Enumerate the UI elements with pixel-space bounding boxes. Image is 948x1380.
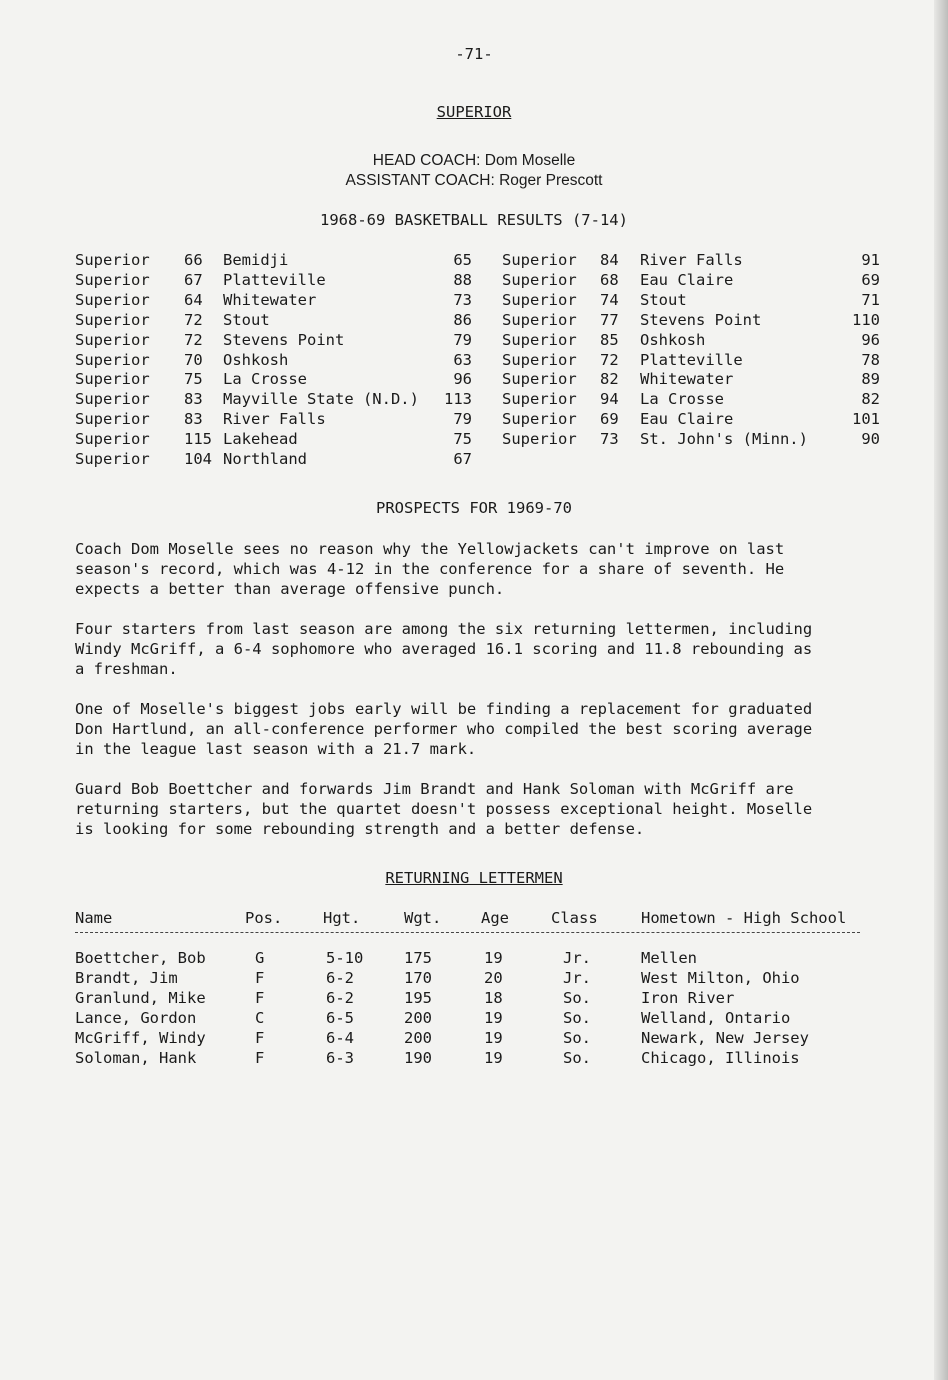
title-wrap (0, 102, 948, 122)
results-heading: 1968-69 BASKETBALL RESULTS (7-14) (320, 211, 628, 229)
result-team: Superior (75, 450, 150, 468)
result-opponent: Stout (223, 311, 270, 329)
result-team: Superior (502, 351, 577, 369)
result-opponent: River Falls (223, 410, 326, 428)
roster-pos: F (255, 969, 265, 987)
result-opp-score: 96 (861, 331, 880, 349)
result-team: Superior (75, 291, 150, 309)
result-opponent: Eau Claire (640, 271, 734, 289)
roster-wgt: 195 (404, 989, 432, 1007)
result-score: 94 (600, 390, 619, 408)
result-opp-score: 88 (453, 271, 472, 289)
roster-name: McGriff, Windy (75, 1029, 206, 1047)
result-team: Superior (75, 251, 150, 269)
assistant-coach: ASSISTANT COACH: Roger Prescott (345, 172, 603, 189)
result-team: Superior (75, 410, 150, 428)
roster-age: 19 (484, 949, 503, 967)
header-hgt: Hgt. (323, 909, 361, 927)
roster-hometown: West Milton, Ohio (641, 969, 800, 987)
page-number: -71- (455, 45, 493, 63)
result-team: Superior (75, 370, 150, 388)
result-team: Superior (75, 390, 150, 408)
result-opp-score: 71 (861, 291, 880, 309)
roster-class: So. (563, 1029, 591, 1047)
result-team: Superior (75, 311, 150, 329)
roster-age: 19 (484, 1049, 503, 1067)
result-opponent: La Crosse (223, 370, 307, 388)
roster-class: Jr. (563, 949, 591, 967)
result-score: 64 (184, 291, 203, 309)
roster-hgt: 5-10 (326, 949, 364, 967)
result-opponent: Whitewater (223, 291, 317, 309)
result-team: Superior (502, 430, 577, 448)
result-opponent: River Falls (640, 251, 743, 269)
result-score: 85 (600, 331, 619, 349)
roster-class: So. (563, 1049, 591, 1067)
result-team: Superior (75, 351, 150, 369)
result-opponent: Platteville (223, 271, 326, 289)
result-opp-score: 113 (444, 390, 472, 408)
header-hometown: Hometown - High School (641, 909, 847, 927)
roster-name: Granlund, Mike (75, 989, 206, 1007)
result-score: 72 (184, 331, 203, 349)
result-opponent: Oshkosh (223, 351, 289, 369)
paragraph: Guard Bob Boettcher and forwards Jim Brandt and Hank Soloman with McGriff are returning starters, but the quartet doesn't possess exceptional height. Moselle is looking for some rebounding strength and a better defense. (75, 780, 813, 838)
roster-wgt: 175 (404, 949, 432, 967)
result-opp-score: 89 (861, 370, 880, 388)
result-score: 82 (600, 370, 619, 388)
header-name: Name (75, 909, 113, 927)
result-opp-score: 90 (861, 430, 880, 448)
result-score: 104 (184, 450, 212, 468)
result-opp-score: 75 (453, 430, 472, 448)
roster-hgt: 6-2 (326, 989, 354, 1007)
result-score: 83 (184, 410, 203, 428)
result-score: 69 (600, 410, 619, 428)
roster-wgt: 200 (404, 1009, 432, 1027)
roster-class: Jr. (563, 969, 591, 987)
roster-pos: F (255, 989, 265, 1007)
result-team: Superior (502, 291, 577, 309)
roster-pos: F (255, 1049, 265, 1067)
roster-hometown: Newark, New Jersey (641, 1029, 809, 1047)
roster-class: So. (563, 1009, 591, 1027)
result-opp-score: 91 (861, 251, 880, 269)
result-opponent: Whitewater (640, 370, 734, 388)
roster-pos: F (255, 1029, 265, 1047)
result-opp-score: 101 (852, 410, 880, 428)
result-team: Superior (502, 311, 577, 329)
page-edge-shadow (934, 0, 948, 1380)
result-score: 84 (600, 251, 619, 269)
result-opp-score: 78 (861, 351, 880, 369)
page-title: SUPERIOR (436, 103, 512, 121)
result-score: 75 (184, 370, 203, 388)
roster-class: So. (563, 989, 591, 1007)
prospects-heading: PROSPECTS FOR 1969-70 (376, 499, 572, 517)
result-opp-score: 69 (861, 271, 880, 289)
result-opponent: La Crosse (640, 390, 724, 408)
result-score: 72 (184, 311, 203, 329)
result-team: Superior (502, 331, 577, 349)
result-score: 67 (184, 271, 203, 289)
result-opp-score: 67 (453, 450, 472, 468)
result-opponent: Platteville (640, 351, 743, 369)
roster-hometown: Mellen (641, 949, 697, 967)
result-opponent: Bemidji (223, 251, 289, 269)
header-rule (75, 932, 860, 933)
result-opponent: Stevens Point (223, 331, 345, 349)
roster-hometown: Welland, Ontario (641, 1009, 791, 1027)
roster-wgt: 170 (404, 969, 432, 987)
roster-age: 19 (484, 1029, 503, 1047)
result-opp-score: 65 (453, 251, 472, 269)
roster-hgt: 6-2 (326, 969, 354, 987)
roster-name: Soloman, Hank (75, 1049, 197, 1067)
result-team: Superior (502, 251, 577, 269)
paragraph: Coach Dom Moselle sees no reason why the Yellowjackets can't improve on last season's record, which was 4-12 in the conference for a share of seventh. He expects a better than average offensive punch. (75, 540, 785, 598)
roster-hgt: 6-3 (326, 1049, 354, 1067)
roster-name: Brandt, Jim (75, 969, 178, 987)
result-score: 73 (600, 430, 619, 448)
result-opponent: Eau Claire (640, 410, 734, 428)
roster-wgt: 200 (404, 1029, 432, 1047)
result-score: 68 (600, 271, 619, 289)
result-opp-score: 86 (453, 311, 472, 329)
result-opp-score: 96 (453, 370, 472, 388)
result-team: Superior (75, 271, 150, 289)
result-opp-score: 82 (861, 390, 880, 408)
roster-name: Boettcher, Bob (75, 949, 206, 967)
result-team: Superior (502, 390, 577, 408)
header-wgt: Wgt. (404, 909, 442, 927)
result-score: 83 (184, 390, 203, 408)
result-score: 115 (184, 430, 212, 448)
header-pos: Pos. (245, 909, 283, 927)
roster-hgt: 6-5 (326, 1009, 354, 1027)
result-score: 74 (600, 291, 619, 309)
result-score: 66 (184, 251, 203, 269)
result-opponent: Mayville State (N.D.) (223, 390, 419, 408)
result-opp-score: 63 (453, 351, 472, 369)
header-class: Class (551, 909, 598, 927)
result-opponent: Oshkosh (640, 331, 706, 349)
result-score: 77 (600, 311, 619, 329)
result-score: 70 (184, 351, 203, 369)
result-opponent: Stout (640, 291, 687, 309)
result-team: Superior (502, 370, 577, 388)
roster-hgt: 6-4 (326, 1029, 354, 1047)
roster-name: Lance, Gordon (75, 1009, 197, 1027)
result-opp-score: 79 (453, 331, 472, 349)
result-team: Superior (75, 430, 150, 448)
roster-age: 18 (484, 989, 503, 1007)
roster-wgt: 190 (404, 1049, 432, 1067)
result-opponent: Lakehead (223, 430, 298, 448)
head-coach: HEAD COACH: Dom Moselle (372, 152, 576, 169)
paragraph: One of Moselle's biggest jobs early will be finding a replacement for graduated Don Hartlund, an all-conference performer who compiled the best scoring average in the league last season with a 21.7 mark. (75, 700, 813, 758)
lettermen-heading-wrap (0, 868, 948, 888)
roster-age: 19 (484, 1009, 503, 1027)
result-opp-score: 110 (852, 311, 880, 329)
result-opponent: St. John's (Minn.) (640, 430, 808, 448)
result-opponent: Northland (223, 450, 307, 468)
result-opp-score: 73 (453, 291, 472, 309)
result-team: Superior (75, 331, 150, 349)
roster-pos: G (255, 949, 265, 967)
result-opponent: Stevens Point (640, 311, 762, 329)
result-opp-score: 79 (453, 410, 472, 428)
roster-hometown: Chicago, Illinois (641, 1049, 800, 1067)
result-score: 72 (600, 351, 619, 369)
roster-age: 20 (484, 969, 503, 987)
lettermen-heading: RETURNING LETTERMEN (385, 869, 563, 887)
result-team: Superior (502, 410, 577, 428)
roster-pos: C (255, 1009, 265, 1027)
paragraph: Four starters from last season are among the six returning lettermen, including Windy McGriff, a 6-4 sophomore who averaged 16.1 scoring and 11.8 rebounding as a freshman. (75, 620, 813, 678)
result-team: Superior (502, 271, 577, 289)
roster-hometown: Iron River (641, 989, 735, 1007)
header-age: Age (481, 909, 509, 927)
